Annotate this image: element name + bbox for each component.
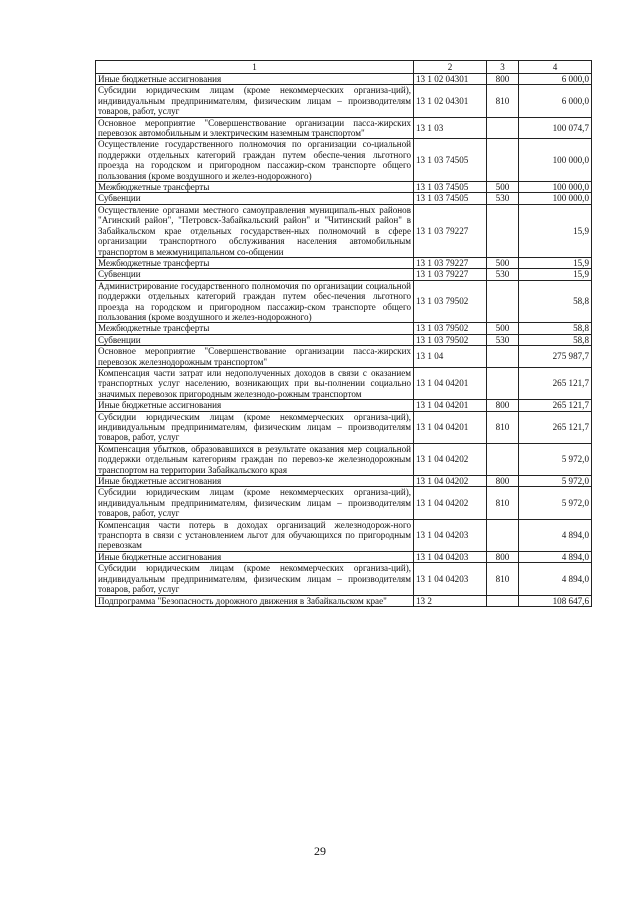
row-sum-cell: 4 894,0 [519,551,592,562]
row-code-cell: 13 1 03 79227 [414,269,487,280]
row-name-cell: Межбюджетные трансферты [96,257,414,268]
table-row [96,443,592,475]
row-sum-cell: 4 894,0 [519,519,592,551]
table-row [96,193,592,204]
row-sum-cell: 58,8 [519,323,592,334]
row-sum-cell: 6 000,0 [519,85,592,117]
row-sum-cell: 108 647,6 [519,595,592,606]
row-code-cell: 13 1 03 79502 [414,280,487,323]
row-sum-cell: 15,9 [519,269,592,280]
row-expense-type-cell [487,117,519,139]
row-code-cell: 13 1 04 04203 [414,563,487,595]
row-sum-cell: 100 000,0 [519,139,592,182]
row-sum-cell: 58,8 [519,280,592,323]
row-name-cell: Основное мероприятие "Совершенствование организации пасса-жирских перевозок железнодорожным транспортом" [96,346,414,368]
row-name-cell: Субвенции [96,334,414,345]
row-code-cell: 13 1 03 79502 [414,334,487,345]
row-expense-type-cell: 530 [487,193,519,204]
row-expense-type-cell: 800 [487,551,519,562]
table-header-row [96,61,592,74]
table-row [96,563,592,595]
row-name-cell: Межбюджетные трансферты [96,182,414,193]
table-row [96,487,592,519]
table-row [96,139,592,182]
row-expense-type-cell: 530 [487,269,519,280]
row-name-cell: Осуществление государственного полномочия по организации со-циальной поддержки отдельных категорий граждан путем обеспе-чения льготного проезда на городском и пригородном пассажир-ском транспорте общего пользования (кроме воздушного и желез-нодорожного) [96,139,414,182]
table-row [96,367,592,399]
table-row [96,476,592,487]
row-sum-cell: 58,8 [519,334,592,345]
row-expense-type-cell: 500 [487,257,519,268]
row-expense-type-cell [487,280,519,323]
row-code-cell: 13 1 04 04203 [414,519,487,551]
row-name-cell: Субсидии юридическим лицам (кроме некоммерческих организа-ций), индивидуальным предпринимателям, физическим лицам – производителям товаров, работ, услуг [96,487,414,519]
row-name-cell: Иные бюджетные ассигнования [96,400,414,411]
row-sum-cell: 100 074,7 [519,117,592,139]
row-name-cell: Администрирование государственного полномочия по организации социальной поддержки отдельных категорий граждан путем обес-печения льготного проезда на городском и пригородном пассажир-ском транспорте общего пользования (кроме воздушного и желез-нодорожного) [96,280,414,323]
row-expense-type-cell: 800 [487,400,519,411]
row-name-cell: Субвенции [96,269,414,280]
header-col-4: 4 [519,61,592,74]
row-sum-cell: 6 000,0 [519,74,592,85]
row-expense-type-cell [487,443,519,475]
row-code-cell: 13 1 04 04201 [414,400,487,411]
table-body [96,74,592,607]
row-code-cell: 13 1 03 [414,117,487,139]
row-code-cell: 13 1 03 74505 [414,182,487,193]
row-name-cell: Основное мероприятие "Совершенствование организации пасса-жирских перевозок автомобильным и электрическим наземным транспортом" [96,117,414,139]
row-name-cell: Иные бюджетные ассигнования [96,551,414,562]
row-sum-cell: 265 121,7 [519,411,592,443]
row-code-cell: 13 1 04 04202 [414,476,487,487]
table-row [96,519,592,551]
row-sum-cell: 4 894,0 [519,563,592,595]
row-sum-cell: 5 972,0 [519,476,592,487]
row-name-cell: Субвенции [96,193,414,204]
row-expense-type-cell [487,595,519,606]
table-row [96,204,592,257]
row-code-cell: 13 1 04 04201 [414,367,487,399]
header-col-3: 3 [487,61,519,74]
row-expense-type-cell [487,367,519,399]
table-row [96,400,592,411]
row-expense-type-cell: 810 [487,563,519,595]
row-expense-type-cell [487,139,519,182]
row-code-cell: 13 1 02 04301 [414,74,487,85]
table-row [96,117,592,139]
row-expense-type-cell: 810 [487,85,519,117]
row-code-cell: 13 1 04 04202 [414,487,487,519]
row-code-cell: 13 1 03 79502 [414,323,487,334]
row-expense-type-cell: 800 [487,74,519,85]
row-expense-type-cell [487,204,519,257]
row-name-cell: Субсидии юридическим лицам (кроме некоммерческих организа-ций), индивидуальным предпринимателям, физическим лицам – производителям товаров, работ, услуг [96,411,414,443]
row-code-cell: 13 1 02 04301 [414,85,487,117]
row-code-cell: 13 1 03 79227 [414,204,487,257]
table-row [96,85,592,117]
row-name-cell: Подпрограмма "Безопасность дорожного движения в Забайкальском крае" [96,595,414,606]
row-expense-type-cell [487,519,519,551]
table-row [96,182,592,193]
row-name-cell: Иные бюджетные ассигнования [96,74,414,85]
row-code-cell: 13 2 [414,595,487,606]
table-row [96,346,592,368]
row-sum-cell: 265 121,7 [519,367,592,399]
table-row [96,551,592,562]
row-code-cell: 13 1 03 79227 [414,257,487,268]
table-row [96,257,592,268]
row-expense-type-cell: 500 [487,323,519,334]
row-name-cell: Субсидии юридическим лицам (кроме некоммерческих организа-ций), индивидуальным предпринимателям, физическим лицам – производителям товаров, работ, услуг [96,563,414,595]
row-name-cell: Компенсация части потерь в доходах организаций железнодорож-ного транспорта в связи с установлением льгот для обучающихся по пригородным перевозкам [96,519,414,551]
table-row [96,323,592,334]
row-sum-cell: 5 972,0 [519,487,592,519]
row-expense-type-cell: 810 [487,487,519,519]
table-row [96,411,592,443]
row-name-cell: Компенсация части затрат или недополученных доходов в связи с оказанием транспортных услуг населению, возникающих при вы-полнении социально значимых перевозок пригородным железнодо-рожным транспортом [96,367,414,399]
budget-table [95,60,592,607]
table-row [96,74,592,85]
row-sum-cell: 265 121,7 [519,400,592,411]
row-code-cell: 13 1 04 04201 [414,411,487,443]
row-sum-cell: 15,9 [519,204,592,257]
row-expense-type-cell [487,346,519,368]
row-code-cell: 13 1 03 74505 [414,139,487,182]
row-code-cell: 13 1 04 [414,346,487,368]
header-col-1: 1 [96,61,414,74]
table-row [96,334,592,345]
row-sum-cell: 275 987,7 [519,346,592,368]
table-row [96,269,592,280]
row-sum-cell: 100 000,0 [519,193,592,204]
table-row [96,280,592,323]
row-name-cell: Межбюджетные трансферты [96,323,414,334]
row-expense-type-cell: 800 [487,476,519,487]
row-expense-type-cell: 530 [487,334,519,345]
row-name-cell: Осуществление органами местного самоуправления муниципаль-ных районов "Агинский район", "Петровск-Забайкальский район" и "Читинский район" в Забайкальском крае отдельных государствен-ных полномочий в сфере организации транспортного обслуживания населения автомобильным транспортом в межмуниципальном со-общении [96,204,414,257]
header-col-2: 2 [414,61,487,74]
row-expense-type-cell: 500 [487,182,519,193]
row-sum-cell: 100 000,0 [519,182,592,193]
row-code-cell: 13 1 04 04203 [414,551,487,562]
row-name-cell: Компенсация убытков, образовавшихся в результате оказания мер социальной поддержки отдельным категориям граждан по перевоз-ке железнодорожным транспортом на территории Забайкальского края [96,443,414,475]
row-expense-type-cell: 810 [487,411,519,443]
row-sum-cell: 5 972,0 [519,443,592,475]
page-number: 29 [314,844,326,858]
table-row [96,595,592,606]
row-code-cell: 13 1 04 04202 [414,443,487,475]
row-sum-cell: 15,9 [519,257,592,268]
row-code-cell: 13 1 03 74505 [414,193,487,204]
row-name-cell: Субсидии юридическим лицам (кроме некоммерческих организа-ций), индивидуальным предпринимателям, физическим лицам – производителям товаров, работ, услуг [96,85,414,117]
row-name-cell: Иные бюджетные ассигнования [96,476,414,487]
